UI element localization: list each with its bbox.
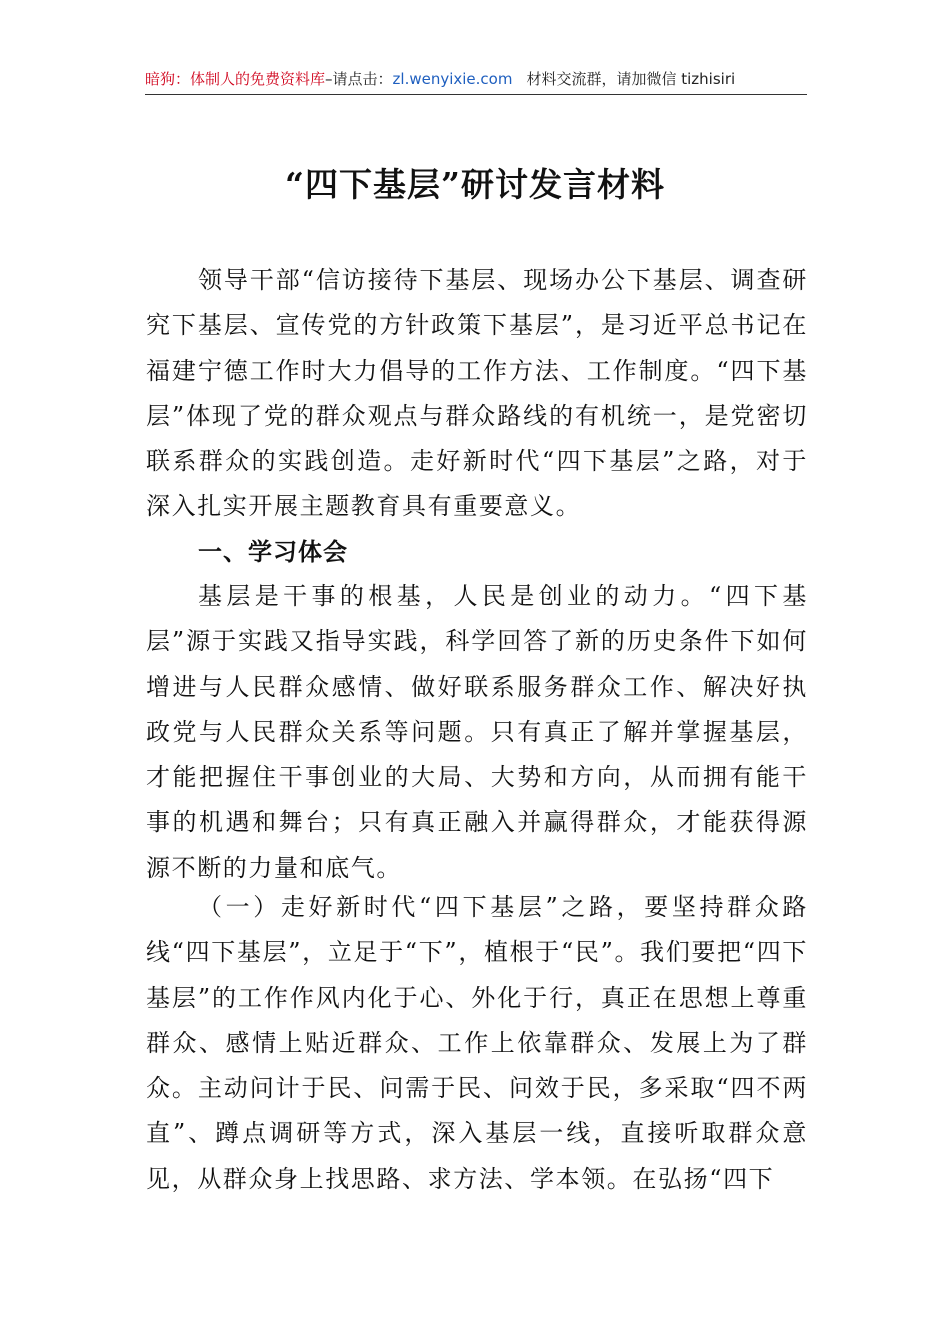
header-contact: 材料交流群，请加微信 tizhisiri (526, 70, 736, 88)
page-header (145, 66, 807, 92)
document-title: “四下基层”研讨发言材料 (285, 165, 665, 204)
section-body-paragraph: 基层是干事的根基，人民是创业的动力。“四下基层”源于实践又指导实践，科学回答了新的历史条件下如何增进与人民群众感情、做好联系服务群众工作、解决好执政党与人民群众关系等问题。只有真正了解并掌握基层，才能把握住干事创业的大局、大势和方向，从而拥有能干事的机遇和舞台；只有真正融入并赢得群众，才能获得源源不断的力量和底气。 (146, 582, 808, 882)
header-brand: 暗狗：体制人的免费资料库 (145, 70, 326, 88)
section-heading: 一、学习体会 (198, 538, 348, 566)
intro-paragraph: 领导干部“信访接待下基层、现场办公下基层、调查研究下基层、宣传党的方针政策下基层”，是习近平总书记在福建宁德工作时大力倡导的工作方法、工作制度。“四下基层”体现了党的群众观点与群众路线的有机统一，是党密切联系群众的实践创造。走好新时代“四下基层”之路，对于深入扎实开展主题教育具有重要意义。 (146, 266, 808, 521)
header-divider (145, 94, 807, 95)
header-prompt: –请点击： (325, 70, 393, 88)
header-link[interactable]: zl.wenyixie.com (392, 70, 513, 88)
subsection-paragraph: （一）走好新时代“四下基层”之路，要坚持群众路线“四下基层”，立足于“下”，植根于“民”。我们要把“四下基层”的工作作风内化于心、外化于行，真正在思想上尊重群众、感情上贴近群众、工作上依靠群众、发展上为了群众。主动问计于民、问需于民、问效于民，多采取“四不两直”、蹲点调研等方式，深入基层一线，直接听取群众意见，从群众身上找思路、求方法、学本领。在弘扬“四下 (146, 893, 808, 1193)
